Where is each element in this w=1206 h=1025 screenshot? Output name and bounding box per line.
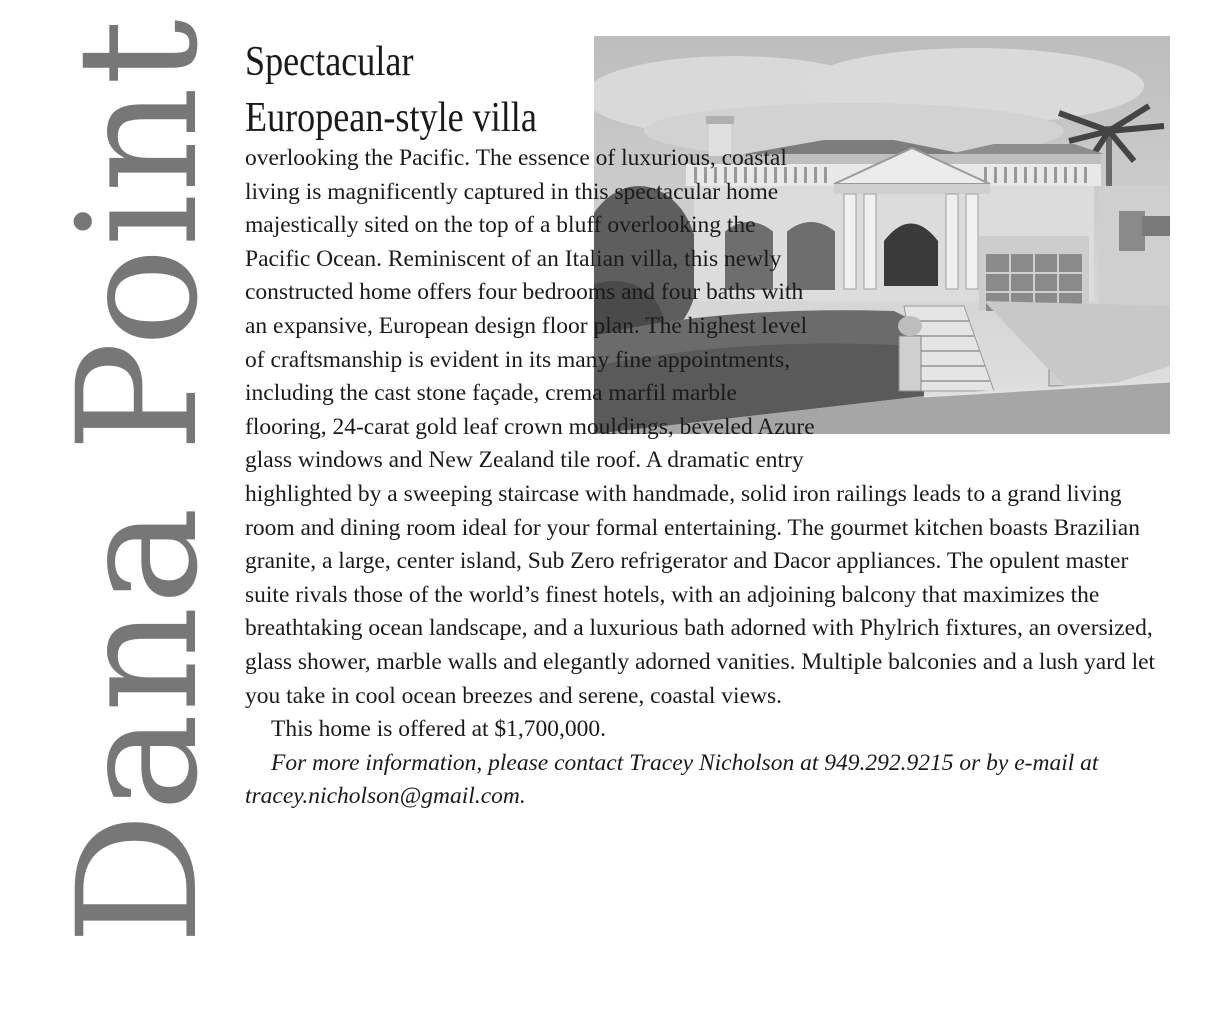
heading-line-1: Spectacular: [245, 39, 414, 85]
contact-line: For more information, please contact Tracey Nicholson at 949.292.9215 or by e-mail at tracey.nicholson@gmail.com.: [245, 749, 1099, 810]
listing-body: [245, 142, 1170, 814]
description-paragraph: overlooking the Pacific. The essence of luxurious, coastal living is magnificently captured in this spectacular home majestically sited on the top of a bluff overlooking the Pacific Ocean. Reminiscent of an Italian villa, this newly constructed home offers four bedrooms and four baths with an expansive, European design floor plan. The highest level of craftsmanship is evident in its many fine appointments, including the cast stone façade, crema marfil marble flooring, 24-carat gold leaf crown mouldings, beveled Azure glass windows and New Zealand tile roof. A dramatic entry highlighted by a sweeping staircase with handmade, solid iron railings leads to a grand living room and dining room ideal for your formal entertaining. The gourmet kitchen boasts Brazilian granite, a large, center island, Sub Zero refrigerator and Dacor appliances. The opulent master suite rivals those of the world’s finest hotels, with an adjoining balcony that maximizes the breathtaking ocean landscape, and a luxurious bath adorned with Phylrich fixtures, an oversized, glass shower, marble walls and elegantly adorned vanities. Multiple balconies and a lush yard let you take in cool ocean breezes and serene, coastal views.: [245, 145, 1156, 709]
price-line: This home is offered at $1,700,000.: [271, 716, 607, 743]
photo-spacer: [820, 142, 1170, 452]
listing-heading: [245, 34, 537, 146]
side-title: Dana Point: [42, 18, 234, 945]
heading-line-2: European-style villa: [245, 95, 537, 141]
